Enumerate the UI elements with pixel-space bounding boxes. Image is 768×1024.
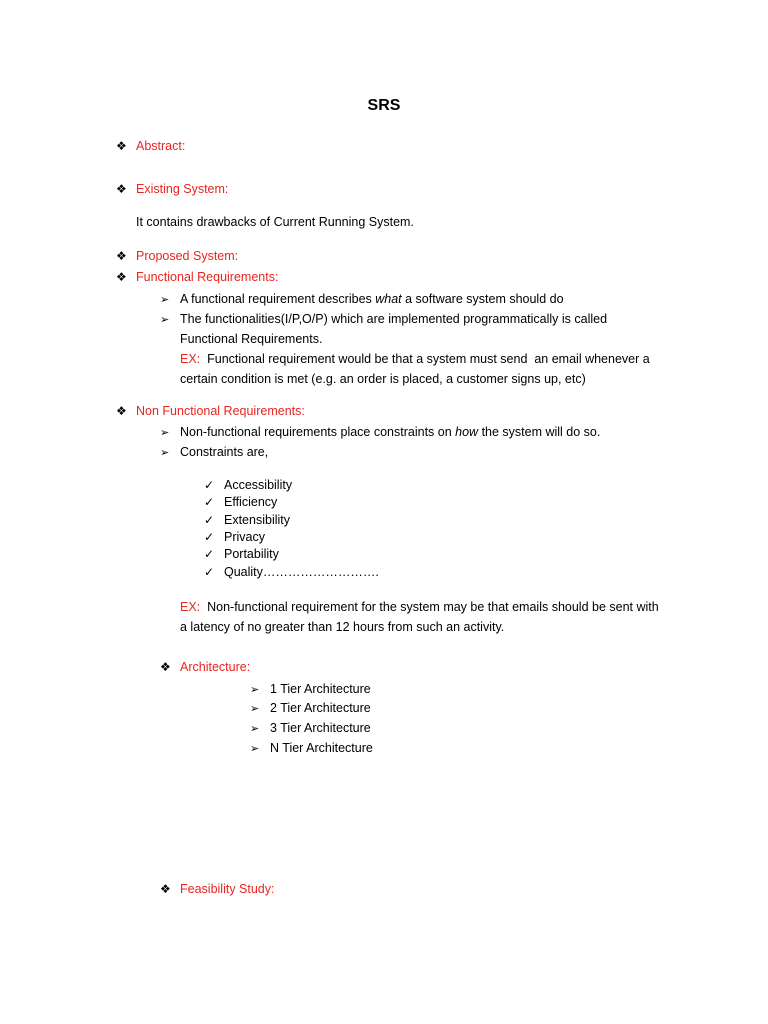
constraint-item: ✓ Portability: [204, 547, 279, 561]
section-heading: Existing System:: [136, 182, 229, 196]
architecture-item: ➢ 3 Tier Architecture: [250, 721, 371, 735]
section-non-functional-requirements: [116, 403, 305, 419]
nonfunctional-example-line-1: EX: Non-functional requirement for the system may be that emails should be sent with: [180, 600, 659, 614]
check-mark-icon: ✓: [204, 513, 215, 527]
diamond-star-bullet-icon: ❖: [116, 249, 127, 263]
section-heading: Proposed System:: [136, 249, 239, 263]
arrow-bullet-icon: ➢: [160, 294, 170, 306]
arrow-bullet-icon: ➢: [160, 427, 170, 439]
page-title: SRS: [367, 97, 401, 114]
diamond-star-bullet-icon: ❖: [160, 660, 171, 674]
arrow-bullet-icon: ➢: [250, 684, 260, 696]
diamond-star-bullet-icon: ❖: [116, 404, 127, 418]
arrow-bullet-icon: ➢: [250, 703, 260, 715]
diamond-star-bullet-icon: ❖: [116, 139, 127, 153]
section-existing-system: [116, 181, 228, 197]
diamond-star-bullet-icon: ❖: [160, 882, 171, 896]
example-label: EX:: [180, 352, 201, 366]
functional-item-2-cont: Functional Requirements.: [180, 332, 323, 346]
architecture-item: ➢ 2 Tier Architecture: [250, 701, 371, 715]
section-heading: Feasibility Study:: [180, 882, 275, 896]
check-mark-icon: ✓: [204, 478, 215, 492]
functional-item-1: ➢ A functional requirement describes what a software system should do: [160, 292, 564, 306]
arrow-bullet-icon: ➢: [160, 314, 170, 326]
diamond-star-bullet-icon: ❖: [116, 270, 127, 284]
arrow-bullet-icon: ➢: [250, 723, 260, 735]
check-mark-icon: ✓: [204, 547, 215, 561]
functional-item-2: ➢ The functionalities(I/P,O/P) which are implemented programmatically is called: [160, 312, 608, 326]
arrow-bullet-icon: ➢: [250, 743, 260, 755]
constraint-item: ✓ Efficiency: [204, 495, 278, 509]
section-heading: Abstract:: [136, 139, 186, 153]
constraint-item: ✓ Privacy: [204, 530, 265, 544]
check-mark-icon: ✓: [204, 495, 215, 509]
section-heading: Architecture:: [180, 660, 251, 674]
existing-system-text: It contains drawbacks of Current Running System.: [136, 215, 414, 229]
section-functional-requirements: [116, 269, 278, 285]
section-proposed-system: [116, 248, 238, 264]
diamond-star-bullet-icon: ❖: [116, 182, 127, 196]
functional-example-line-1: EX: Functional requirement would be that a system must send an email whenever a: [180, 352, 650, 366]
section-abstract: [116, 138, 185, 154]
constraint-item: ✓ Accessibility: [204, 478, 293, 492]
architecture-item: ➢ N Tier Architecture: [250, 741, 373, 755]
section-heading: Functional Requirements:: [136, 270, 279, 284]
section-architecture: [160, 659, 250, 675]
constraint-item: ✓ Extensibility: [204, 513, 290, 527]
nonfunctional-example-line-2: a latency of no greater than 12 hours from such an activity.: [180, 620, 505, 634]
nonfunctional-item-2: ➢ Constraints are,: [160, 445, 269, 459]
functional-example-line-2: certain condition is met (e.g. an order is placed, a customer signs up, etc): [180, 372, 586, 386]
check-mark-icon: ✓: [204, 530, 215, 544]
section-heading: Non Functional Requirements:: [136, 404, 305, 418]
architecture-item: ➢ 1 Tier Architecture: [250, 682, 371, 696]
nonfunctional-item-1: ➢ Non-functional requirements place constraints on how the system will do so.: [160, 425, 601, 439]
section-feasibility-study: [160, 881, 274, 897]
example-label: EX:: [180, 600, 201, 614]
arrow-bullet-icon: ➢: [160, 447, 170, 459]
check-mark-icon: ✓: [204, 565, 215, 579]
constraint-item: ✓ Quality……………………….: [204, 565, 379, 579]
